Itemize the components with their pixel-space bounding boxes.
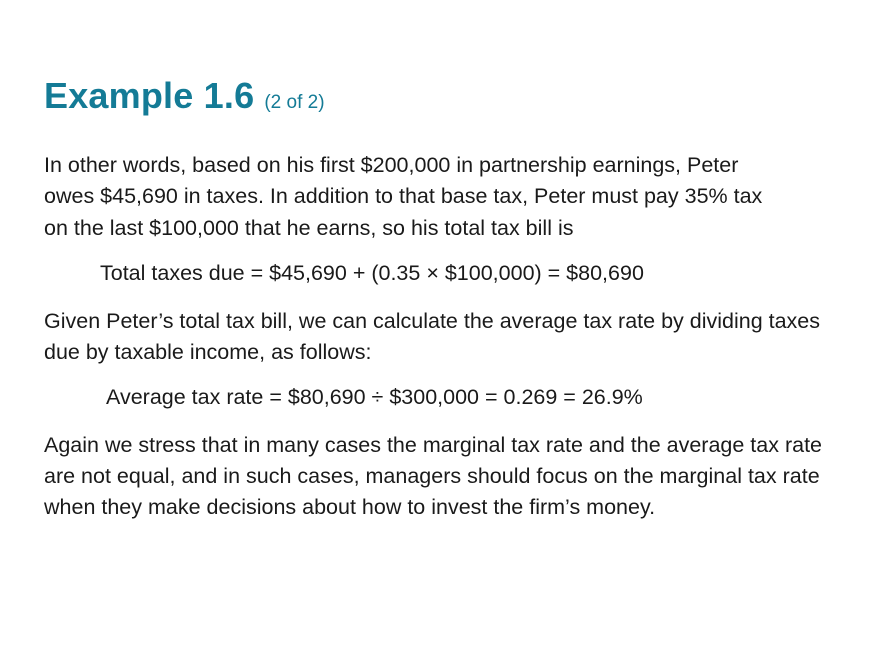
slide-title <box>44 76 325 116</box>
body-paragraph-3: Again we stress that in many cases the marginal tax rate and the average tax rate are not equal, and in such cases, managers should focus on the marginal tax rate when they make decisions about how to invest the firm’s money. <box>44 432 822 520</box>
slide-body <box>44 150 844 524</box>
body-paragraph-1: In other words, based on his first $200,000 in partnership earnings, Peter owes $45,690 in taxes. In addition to that base tax, Peter must pay 35% tax on the last $100,000 that he earns, so his total tax bill is <box>44 153 763 240</box>
body-paragraph-2: Given Peter’s total tax bill, we can calculate the average tax rate by dividing taxes due by taxable income, as follows: <box>44 308 821 364</box>
equation-total-taxes-due: Total taxes due = $45,690 + (0.35 × $100,000) = $80,690 <box>100 261 644 286</box>
page-title-subcount: (2 of 2) <box>264 92 325 113</box>
page-title: Example 1.6 <box>44 75 255 116</box>
equation-average-tax-rate: Average tax rate = $80,690 ÷ $300,000 = 0.269 = 26.9% <box>106 385 643 410</box>
